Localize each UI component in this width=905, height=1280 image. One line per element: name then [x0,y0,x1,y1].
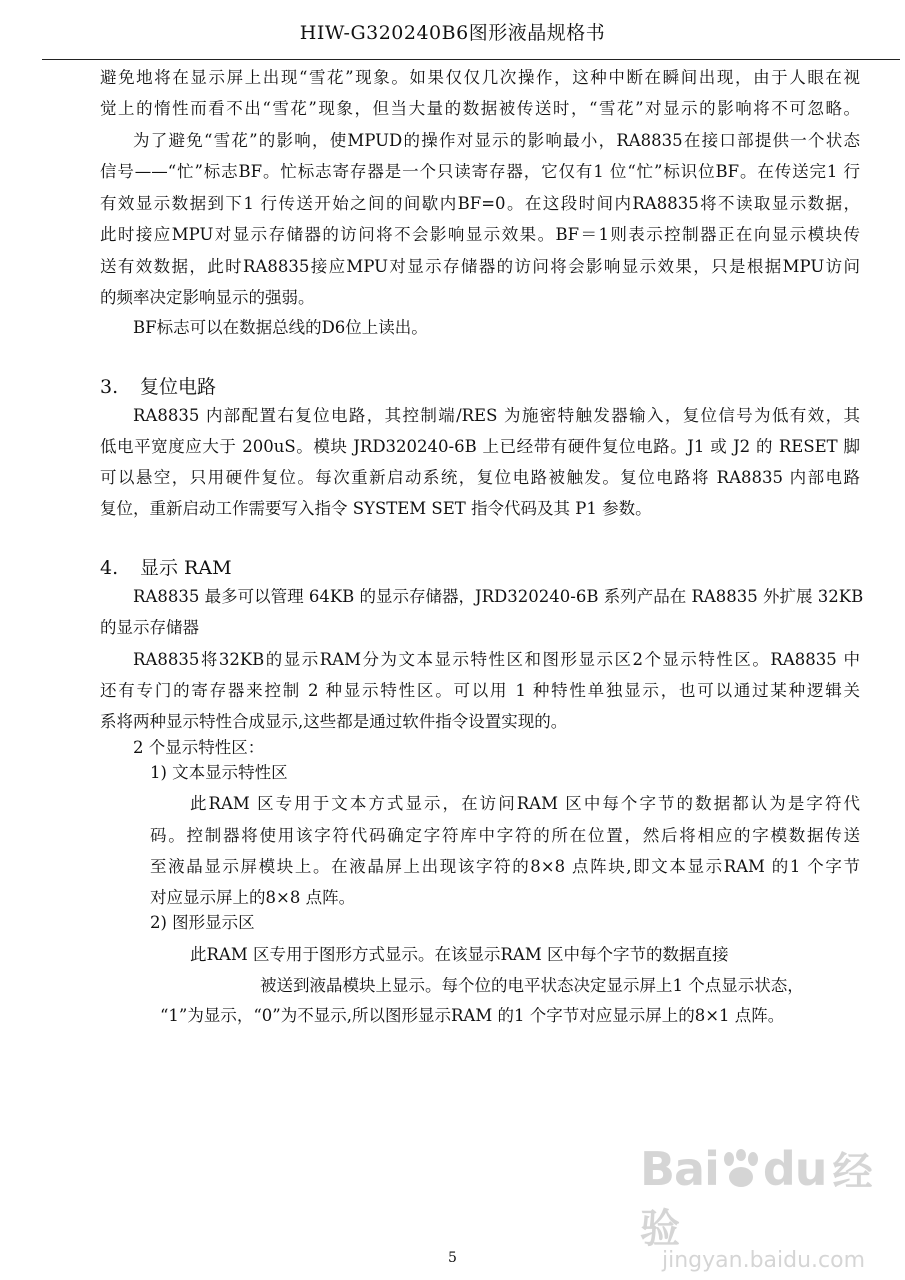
text-line: 的显示存储器 [100,618,199,637]
text-line: RA8835将32KB的显示RAM分为文本显示特性区和图形显示区2个显示特性区。RA8835 中 [133,650,860,669]
text-line: RA8835 最多可以管理 64KB 的显示存储器，JRD320240-6B 系列产品在 RA8835 外扩展 32KB [133,587,864,606]
header-divider [42,59,900,60]
text-line: 为了避免“雪花”的影响，使MPUD的操作对显示的影响最小，RA8835在接口部提供一个状态 [133,131,860,150]
text-line: 可以悬空，只用硬件复位。每次重新启动系统，复位电路被触发。复位电路将 RA8835 内部电路 [100,468,860,487]
text-line: 低电平宽度应大于 200uS。模块 JRD320240-6B 上已经带有硬件复位电路。J1 或 J2 的 RESET 脚 [100,437,860,456]
text-line: 复位，重新启动工作需要写入指令 SYSTEM SET 指令代码及其 P1 参数。 [100,499,652,518]
section-heading-display-ram [100,556,232,580]
watermark-logo: Bai du 经验 [640,1142,872,1252]
text-line: 至液晶显示屏模块上。在液晶屏上出现该字符的8×8 点阵块,即文本显示RAM 的1 个字节 [150,857,860,876]
text-line: 觉上的惰性而看不出“雪花”现象，但当大量的数据被传送时，“雪花”对显示的影响将不可忽略。 [100,99,860,118]
paw-icon [719,1149,763,1189]
section-number: 3. [100,376,119,398]
text-line: 此RAM 区专用于图形方式显示。在该显示RAM 区中每个字节的数据直接 [190,945,729,964]
text-line: 对应显示屏上的8×8 点阵。 [150,888,356,907]
section-number: 4. [100,557,119,579]
list-item-label: 2) 图形显示区 [150,913,255,932]
text-line: BF标志可以在数据总线的D6位上读出。 [133,318,428,337]
page-number: 5 [448,1250,457,1266]
text-line: RA8835 内部配置右复位电路，其控制端/RES 为施密特触发器输入，复位信号为低有效，其 [133,406,860,425]
document-header-title: HIW-G320240B6图形液晶规格书 [299,22,606,44]
list-item-label: 1) 文本显示特性区 [150,763,288,782]
text-line: 系将两种显示特性合成显示,这些都是通过软件指令设置实现的。 [100,712,568,731]
text-line: 避免地将在显示屏上出现“雪花”现象。如果仅仅几次操作，这种中断在瞬间出现，由于人眼在视 [100,68,860,87]
text-line: 被送到液晶模块上显示。每个位的电平状态决定显示屏上1 个点显示状态， [260,976,804,995]
text-line: 的频率决定影响显示的强弱。 [100,288,315,307]
text-line: 码。控制器将使用该字符代码确定字符库中字符的所在位置，然后将相应的字模数据传送 [150,826,860,845]
text-line: 信号——“忙”标志BF。忙标志寄存器是一个只读寄存器，它仅有1 位“忙”标识位BF。在传送完1 行 [100,162,860,181]
text-line: 此时接应MPU对显示存储器的访问将不会影响显示效果。BF＝1则表示控制器正在向显示模块传 [100,225,860,244]
section-title: 显示 RAM [140,557,232,579]
section-title: 复位电路 [140,376,217,398]
text-line: 2 个显示特性区： [133,738,265,757]
watermark-url: jingyan.baidu.com [662,1248,866,1273]
text-line: 有效显示数据到下1 行传送开始之间的间歇内BF=0。在这段时间内RA8835将不读取显示数据， [100,194,860,213]
text-line: 此RAM 区专用于文本方式显示，在访问RAM 区中每个字节的数据都认为是字符代 [190,794,860,813]
section-heading-reset-circuit [100,375,216,399]
text-line: 送有效数据，此时RA8835接应MPU对显示存储器的访问将会影响显示效果，只是根据MPU访问 [100,257,860,276]
baidu-jingyan-watermark [640,1140,890,1273]
text-line: “1”为显示，“0”为不显示,所以图形显示RAM 的1 个字节对应显示屏上的8×1 点阵。 [160,1006,785,1025]
text-line: 还有专门的寄存器来控制 2 种显示特性区。可以用 1 种特性单独显示，也可以通过某种逻辑关 [100,681,860,700]
